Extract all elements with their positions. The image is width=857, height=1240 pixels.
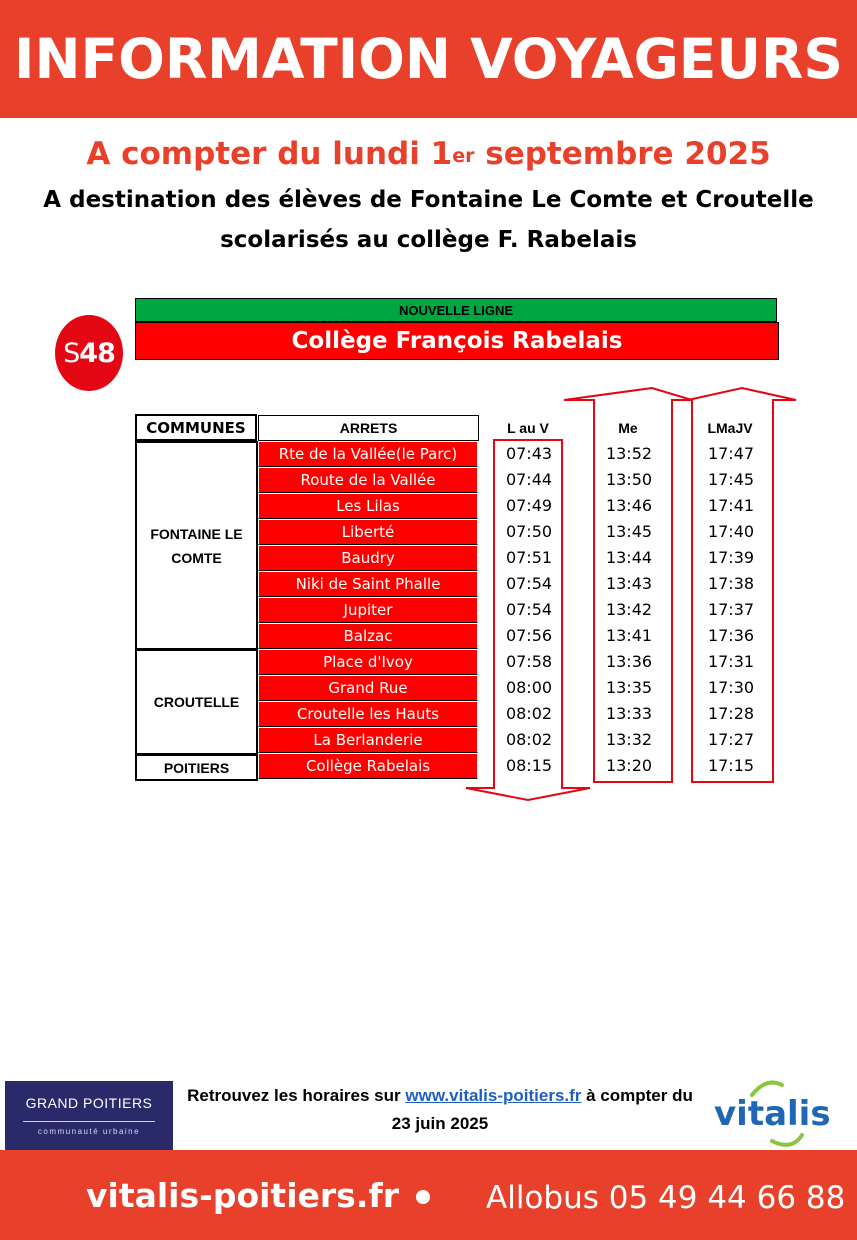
departure-time: 13:45 (605, 522, 653, 541)
departure-time: 13:46 (605, 496, 653, 515)
departure-time: 13:20 (605, 756, 653, 775)
audience-line-1: A destination des élèves de Fontaine Le Comte et Croutelle (43, 187, 814, 213)
departure-time: 17:41 (707, 496, 755, 515)
commune-fontaine: FONTAINE LE COMTE (135, 441, 258, 650)
line-badge-number: 48 (79, 337, 115, 369)
stop-name: Baudry (258, 545, 478, 571)
departure-time: 17:15 (707, 756, 755, 775)
schedule-info-suffix: à compter du 23 juin 2025 (391, 1086, 693, 1133)
departure-time: 17:38 (707, 574, 755, 593)
stop-name: Les Lilas (258, 493, 478, 519)
communes-header: COMMUNES (135, 414, 257, 441)
start-date-ordinal: er (452, 145, 475, 167)
audience-line-2: scolarisés au collège F. Rabelais (220, 227, 637, 253)
departure-time: 17:31 (707, 652, 755, 671)
departure-time: 13:41 (605, 626, 653, 645)
vitalis-logo-text: vitalis (714, 1094, 831, 1134)
stop-name: Liberté (258, 519, 478, 545)
departure-time: 17:45 (707, 470, 755, 489)
stop-name: La Berlanderie (258, 727, 478, 753)
line-name: Collège François Rabelais (135, 322, 779, 360)
grand-poitiers-subtitle: communauté urbaine (37, 1127, 141, 1136)
departure-time: 08:02 (505, 730, 553, 749)
departure-time: 13:35 (605, 678, 653, 697)
departure-time: 07:50 (505, 522, 553, 541)
start-date-prefix: A compter du lundi 1 (86, 136, 453, 172)
departure-time: 13:42 (605, 600, 653, 619)
schedule-info (180, 1082, 700, 1138)
departure-time: 07:51 (505, 548, 553, 567)
departure-time: 13:44 (605, 548, 653, 567)
stop-name: Balzac (258, 623, 478, 649)
vitalis-link[interactable]: www.vitalis-poitiers.fr (405, 1086, 582, 1105)
departure-time: 13:36 (605, 652, 653, 671)
new-line-label: NOUVELLE LIGNE (135, 298, 777, 322)
departure-time: 08:02 (505, 704, 553, 723)
departure-time: 07:49 (505, 496, 553, 515)
stop-name: Niki de Saint Phalle (258, 571, 478, 597)
departure-time: 17:36 (707, 626, 755, 645)
footer-website[interactable]: vitalis-poitiers.fr (86, 1176, 399, 1215)
grand-poitiers-name: GRAND POITIERS (25, 1095, 153, 1111)
departure-time: 17:27 (707, 730, 755, 749)
footer-phone: Allobus 05 49 44 66 88 (486, 1180, 846, 1216)
departure-time: 07:44 (505, 470, 553, 489)
departure-time: 17:37 (707, 600, 755, 619)
departure-time: 07:54 (505, 574, 553, 593)
line-badge-letter: S (63, 337, 80, 369)
commune-poitiers: POITIERS (135, 754, 258, 781)
stop-name: Collège Rabelais (258, 753, 478, 779)
commune-croutelle: CROUTELLE (135, 649, 258, 755)
stop-name: Route de la Vallée (258, 467, 478, 493)
bullet-separator (416, 1190, 430, 1204)
grand-poitiers-divider (23, 1121, 155, 1122)
stop-name: Place d'Ivoy (258, 649, 478, 675)
stop-name: Grand Rue (258, 675, 478, 701)
departure-time: 07:58 (505, 652, 553, 671)
stop-name: Jupiter (258, 597, 478, 623)
column-header-lmajv: LMaJV (707, 420, 753, 436)
footer-banner (0, 1150, 857, 1240)
departure-time: 17:30 (707, 678, 755, 697)
start-date-suffix: septembre 2025 (474, 136, 771, 172)
departure-time: 07:43 (505, 444, 553, 463)
vitalis-logo (710, 1075, 840, 1155)
stop-name: Rte de la Vallée(le Parc) (258, 441, 478, 467)
stop-name: Croutelle les Hauts (258, 701, 478, 727)
departure-time: 07:54 (505, 600, 553, 619)
departure-time: 08:00 (505, 678, 553, 697)
page-title: INFORMATION VOYAGEURS (14, 27, 843, 91)
column-header-lauv: L au V (507, 420, 549, 436)
grand-poitiers-logo (5, 1081, 173, 1150)
departure-time: 13:33 (605, 704, 653, 723)
schedule-info-prefix: Retrouvez les horaires sur (187, 1086, 406, 1105)
stops-header: ARRETS (258, 415, 479, 441)
departure-time: 07:56 (505, 626, 553, 645)
departure-time: 13:52 (605, 444, 653, 463)
departure-time: 13:32 (605, 730, 653, 749)
departure-time: 08:15 (505, 756, 553, 775)
departure-time: 17:47 (707, 444, 755, 463)
departure-time: 13:43 (605, 574, 653, 593)
departure-time: 17:28 (707, 704, 755, 723)
column-header-me: Me (618, 420, 638, 436)
departure-time: 17:40 (707, 522, 755, 541)
departure-time: 13:50 (605, 470, 653, 489)
departure-time: 17:39 (707, 548, 755, 567)
